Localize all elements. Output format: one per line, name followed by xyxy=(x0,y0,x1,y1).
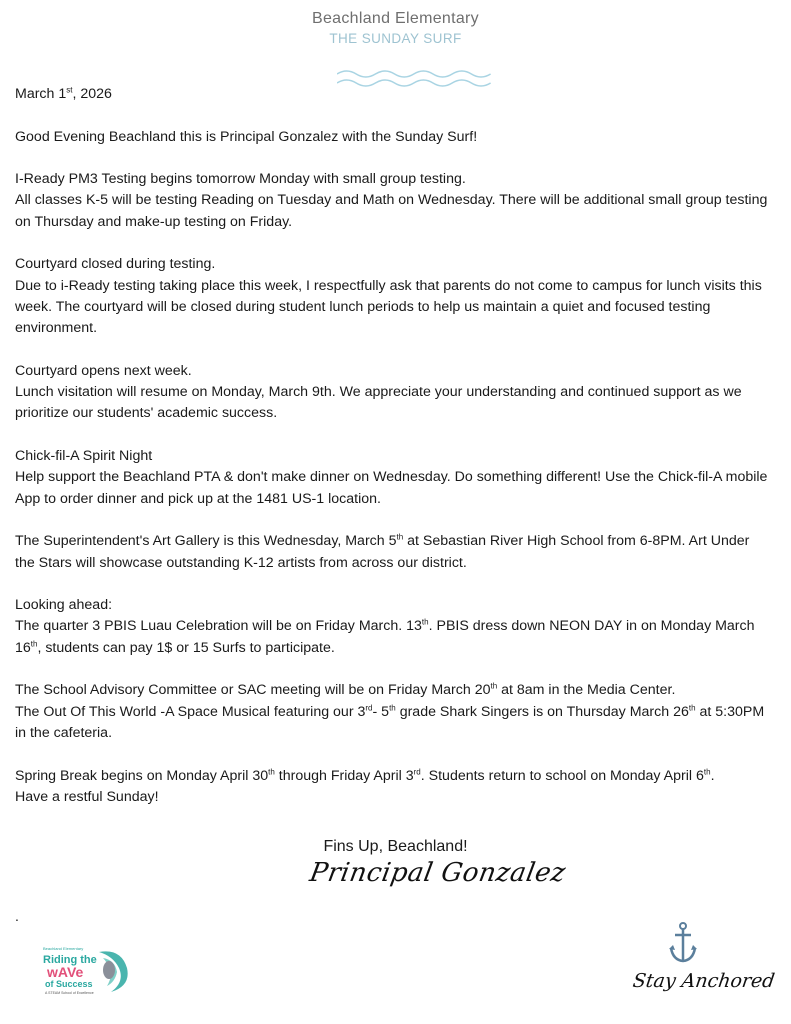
logo-small-bottom: A STEAM School of Excellence xyxy=(45,991,94,995)
letter-date: March 1st, 2026 xyxy=(15,85,112,102)
riding-the-wave-logo xyxy=(41,944,133,996)
logo-line2: wAVe xyxy=(47,964,84,980)
restful-line: Have a restful Sunday! xyxy=(15,788,159,805)
looking-ahead-heading: Looking ahead: xyxy=(15,597,113,614)
musical-paragraph: The Out Of This World -A Space Musical featuring our 3rd- 5th grade Shark Singers is on Thursday March 26th at 5:30PM in the cafeteria. xyxy=(15,702,765,741)
principal-signature: Principal Gonzalez xyxy=(307,858,569,888)
letter-body xyxy=(15,84,770,808)
school-name: Beachland Elementary xyxy=(312,10,479,27)
art-gallery-paragraph: The Superintendent's Art Gallery is this Wednesday, March 5th at Sebastian River High School from 6-8PM. Art Under the Stars will showcase outstanding K-12 artists from across our district. xyxy=(15,532,750,571)
logo-small-top: Beachland Elementary xyxy=(43,946,84,951)
iready-heading: I-Ready PM3 Testing begins tomorrow Monday with small group testing. xyxy=(15,171,466,188)
courtyard-closed-body: Due to i-Ready testing taking place this week, I respectfully ask that parents do not come to campus for lunch visits this week. The courtyard will be closed during student lunch periods to help us maintain a quiet and focused testing environment. xyxy=(15,277,762,337)
courtyard-opens-heading: Courtyard opens next week. xyxy=(15,362,192,379)
chickfila-body: Help support the Beachland PTA & don't make dinner on Wednesday. Do something different! Use the Chick-fil-A mobile App to order dinner and pick up at the 1481 US-1 location. xyxy=(15,469,768,507)
logo-line3: of Success xyxy=(45,979,93,989)
stay-anchored-tagline: Stay Anchored xyxy=(631,970,777,992)
chickfila-heading: Chick-fil-A Spirit Night xyxy=(15,448,153,465)
sac-paragraph: The School Advisory Committee or SAC meeting will be on Friday March 20th at 8am in the Media Center. xyxy=(15,681,676,699)
letterhead xyxy=(0,10,791,46)
greeting: Good Evening Beachland this is Principal Gonzalez with the Sunday Surf! xyxy=(15,128,478,145)
luau-paragraph: The quarter 3 PBIS Luau Celebration will be on Friday March. 13th. PBIS dress down NEON DAY in on Monday March 16th, students can pay 1$ or 15 Surfs to participate. xyxy=(15,617,755,656)
courtyard-opens-body: Lunch visitation will resume on Monday, March 9th. We appreciate your understanding and continued support as we prioritize our students' academic success. xyxy=(15,384,742,422)
logo-line1: Riding the xyxy=(43,954,97,966)
stray-dot: . xyxy=(15,908,19,924)
anchor-icon xyxy=(669,922,697,966)
newsletter-name: THE SUNDAY SURF xyxy=(329,31,462,46)
closing-line: Fins Up, Beachland! xyxy=(323,838,468,855)
iready-body: All classes K-5 will be testing Reading on Tuesday and Math on Wednesday. There will be additional small group testing on Thursday and make-up testing on Friday. xyxy=(15,192,768,230)
spring-break-paragraph: Spring Break begins on Monday April 30th through Friday April 3rd. Students return to school on Monday April 6th. xyxy=(15,766,715,784)
courtyard-closed-heading: Courtyard closed during testing. xyxy=(15,256,216,273)
